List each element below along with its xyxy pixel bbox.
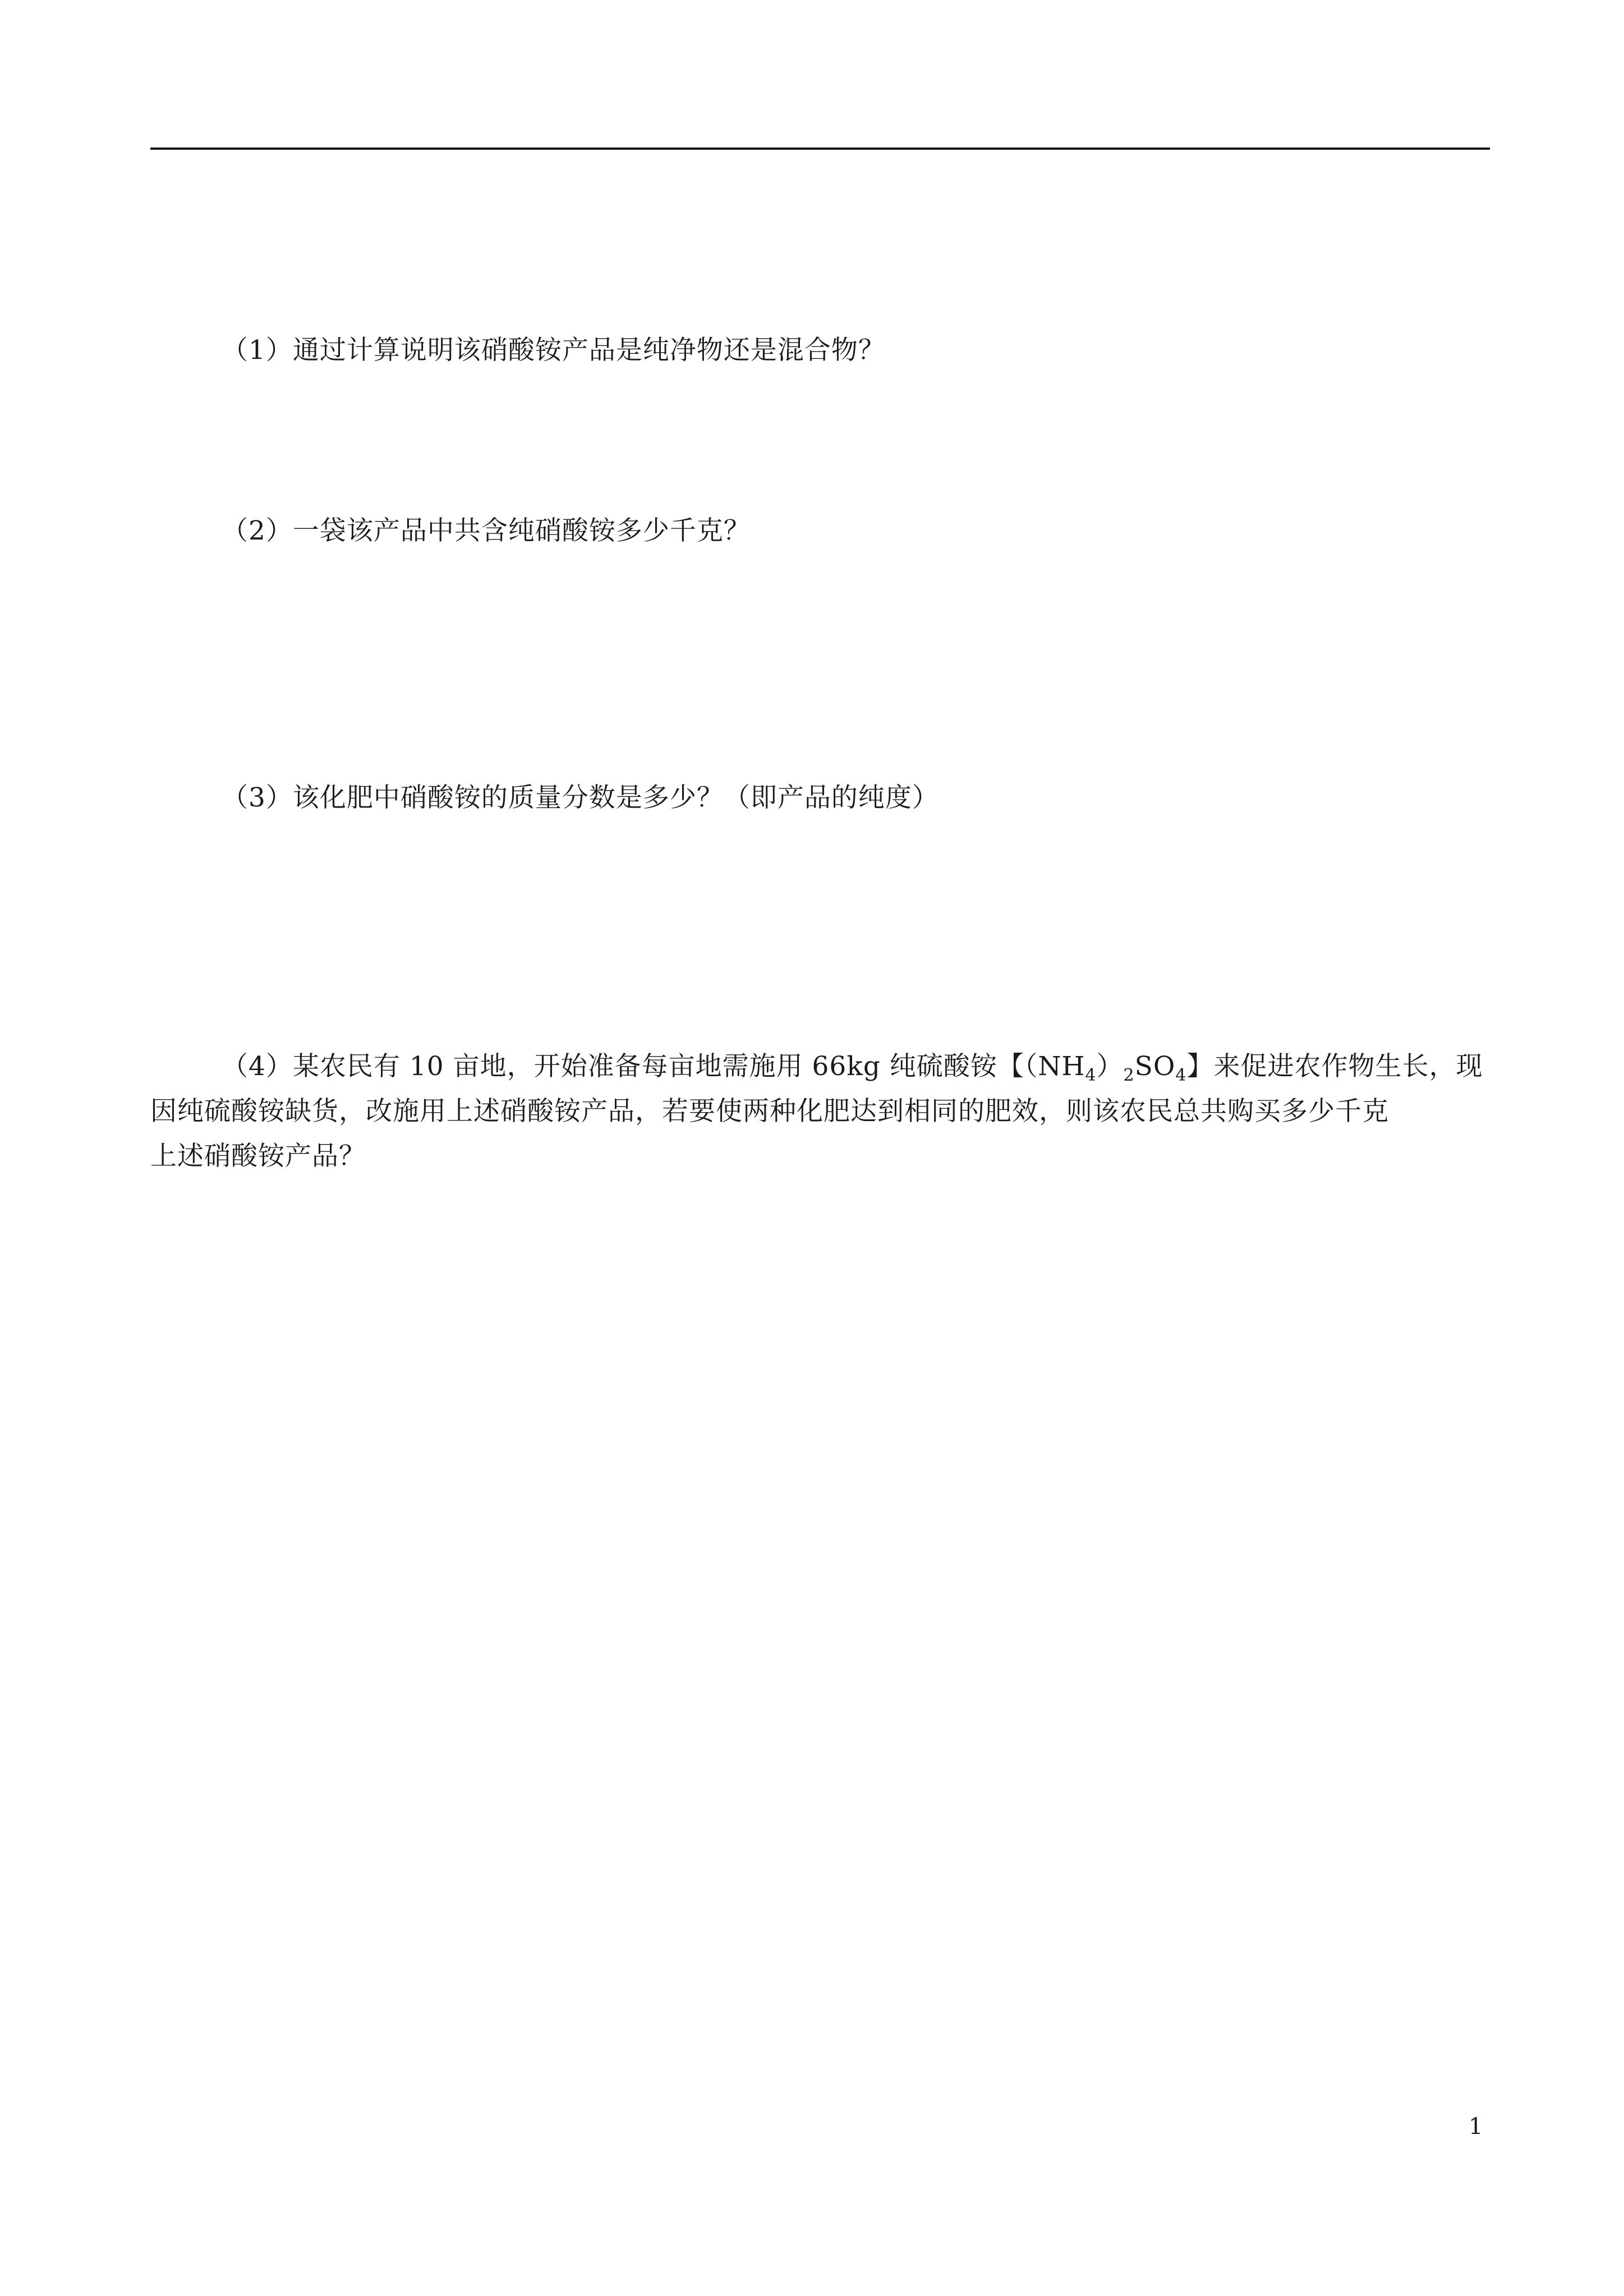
question-4-line-3: 上述硝酸铵产品？ — [150, 1141, 366, 1172]
header-rule — [150, 147, 1490, 150]
question-1-text: （1）通过计算说明该硝酸铵产品是纯净物还是混合物？ — [222, 335, 885, 366]
formula-close-paren: ） — [1096, 1051, 1124, 1082]
formula-subscript-nh4: 4 — [1085, 1066, 1097, 1085]
formula-so: SO — [1134, 1051, 1176, 1082]
question-4-line-1-start: （4）某农民有 10 亩地，开始准备每亩地需施用 66kg 纯硫酸铵【（NH — [222, 1051, 1085, 1082]
formula-subscript-so4: 4 — [1175, 1066, 1187, 1085]
question-4-line-1 — [150, 1044, 1490, 1089]
question-3 — [150, 776, 1490, 820]
question-4-line-2: 因纯硫酸铵缺货，改施用上述硝酸铵产品，若要使两种化肥达到相同的肥效，则该农民总共购买多少千克 — [150, 1096, 1389, 1127]
question-3-text: （3）该化肥中硝酸铵的质量分数是多少？（即产品的纯度） — [222, 782, 939, 813]
question-1 — [150, 328, 1490, 373]
question-2 — [150, 509, 1490, 554]
question-4 — [150, 1044, 1490, 1179]
page-number: 1 — [1469, 2114, 1483, 2140]
question-2-text: （2）一袋该产品中共含纯硝酸铵多少千克？ — [222, 515, 751, 546]
question-4-line-1-end: 】来促进农作物生长，现 — [1186, 1051, 1483, 1082]
formula-subscript-2: 2 — [1123, 1066, 1135, 1085]
